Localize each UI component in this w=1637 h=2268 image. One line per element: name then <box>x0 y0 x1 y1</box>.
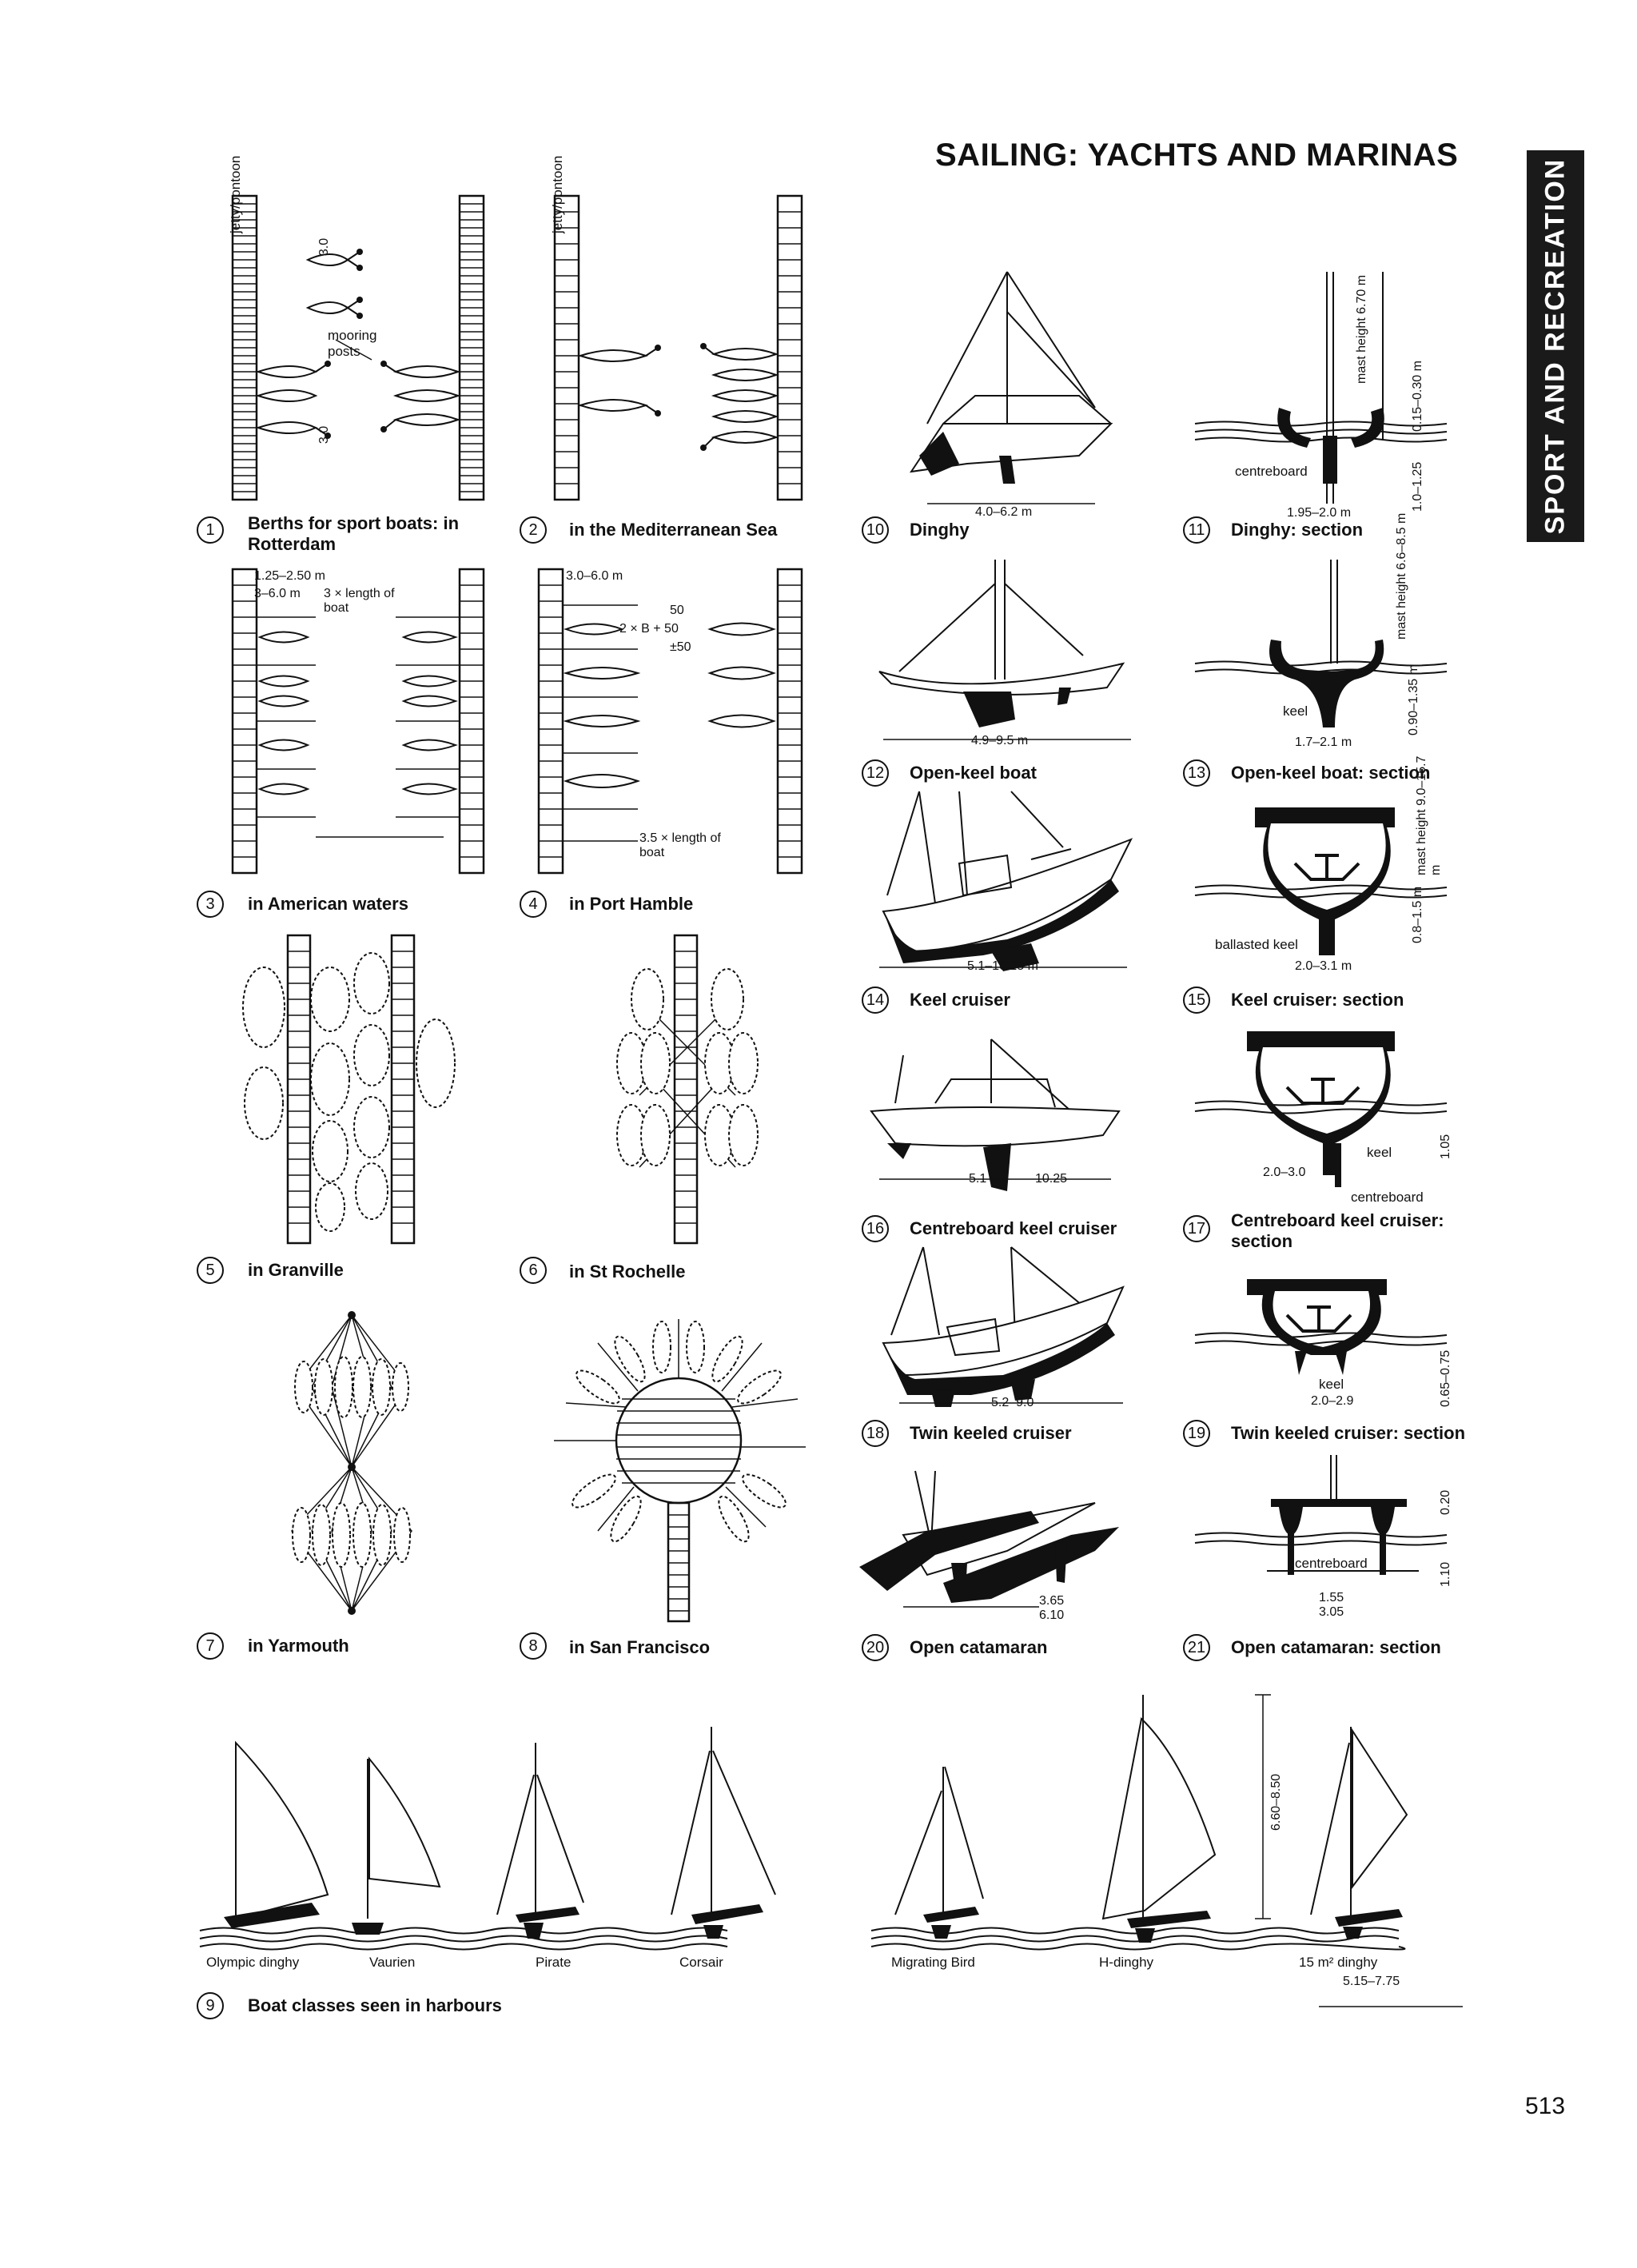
figure-12-drawing <box>875 560 1139 735</box>
figure-caption: Open-keel boat: section <box>1231 763 1431 783</box>
dimension-label: 2 × B + 50 <box>619 622 679 636</box>
figure-number: 10 <box>862 516 889 544</box>
figure-caption: Centreboard keel cruiser: section <box>1231 1210 1444 1251</box>
dimension-label: 5.1–10.25 m <box>967 959 1038 973</box>
dimension-label: 1.05 <box>1439 1134 1452 1159</box>
figure-number: 5 <box>197 1257 224 1284</box>
dimension-label: 3–6.0 m <box>254 587 301 600</box>
figure-caption: Open catamaran: section <box>1231 1637 1441 1657</box>
figure-9-drawing <box>200 1695 1495 1959</box>
section-tab <box>1527 150 1584 542</box>
dimension-label: 2.0–3.1 m <box>1295 959 1352 973</box>
figure-number: 8 <box>520 1632 547 1660</box>
figure-number: 3 <box>197 891 224 918</box>
jetty-label: jetty/pontoon <box>550 155 565 233</box>
dimension-label: 3.0–6.0 m <box>566 569 623 583</box>
figure-17-drawing <box>1191 1023 1455 1207</box>
figure-caption: Boat classes seen in harbours <box>248 1995 502 2015</box>
figure-caption: Centreboard keel cruiser <box>910 1218 1117 1238</box>
figure-number: 11 <box>1183 516 1210 544</box>
dimension-label: 1.55 <box>1319 1591 1344 1604</box>
figure-number: 18 <box>862 1420 889 1447</box>
figure-number: 16 <box>862 1215 889 1242</box>
figure-number: 20 <box>862 1634 889 1661</box>
dimension-label: 0.8–1.5 m <box>1411 886 1424 943</box>
figure-caption: Twin keeled cruiser <box>910 1423 1072 1443</box>
figure-caption: Berths for sport boats: in Rotterdam <box>248 513 460 554</box>
dimension-label: 6.10 <box>1039 1608 1065 1622</box>
dimension-label: 3.0 <box>317 237 332 257</box>
mooring-posts-label: mooring posts <box>328 328 377 359</box>
dimension-label: 3.05 <box>1319 1605 1344 1619</box>
dimension-label: 10.25 <box>1035 1172 1068 1186</box>
figure-caption: Twin keeled cruiser: section <box>1231 1423 1466 1443</box>
boat-class-label: Pirate <box>536 1955 572 1970</box>
dimension-label: 0.90–1.35 m <box>1407 664 1420 735</box>
figure-caption: in San Francisco <box>569 1637 711 1657</box>
figure-number: 13 <box>1183 759 1210 787</box>
figure-number: 6 <box>520 1257 547 1284</box>
boat-class-label: Migrating Bird <box>891 1955 975 1970</box>
boat-class-label: Vaurien <box>369 1955 416 1970</box>
figure-number: 2 <box>520 516 547 544</box>
figure-number: 9 <box>197 1992 224 2019</box>
figure-number: 14 <box>862 987 889 1014</box>
dimension-label: 2.0–3.0 <box>1263 1166 1306 1179</box>
figure-number: 17 <box>1183 1215 1210 1242</box>
dimension-label: 0.65–0.75 <box>1439 1349 1452 1407</box>
dimension-label: 0.20 <box>1439 1489 1452 1515</box>
figure-20-drawing <box>855 1455 1127 1615</box>
dimension-label: 1.25–2.50 m <box>254 569 325 583</box>
figure-caption: Dinghy: section <box>1231 520 1364 540</box>
dimension-label: 3.0 <box>317 425 332 444</box>
dimension-label: mast height 6.6–8.5 m <box>1395 512 1408 640</box>
boat-class-label: H-dinghy <box>1099 1955 1154 1970</box>
boat-class-label: Corsair <box>679 1955 723 1970</box>
centreboard-label: centreboard <box>1295 1556 1368 1571</box>
figure-caption: Open catamaran <box>910 1637 1048 1657</box>
figure-caption: in the Mediterranean Sea <box>569 520 778 540</box>
figure-caption: Dinghy <box>910 520 970 540</box>
figure-16-drawing <box>863 1031 1127 1191</box>
dimension-label: mast height 9.0–15.7 m <box>1415 755 1443 875</box>
dimension-label: 1.7–2.1 m <box>1295 735 1352 749</box>
figure-number: 19 <box>1183 1420 1210 1447</box>
figure-number: 12 <box>862 759 889 787</box>
dimension-label: 5.15–7.75 <box>1343 1975 1400 1988</box>
figure-18-drawing <box>867 1247 1131 1407</box>
figure-caption: Open-keel boat <box>910 763 1037 783</box>
dimension-label: 4.9–9.5 m <box>971 734 1029 747</box>
dimension-label: 5.1 <box>969 1172 987 1186</box>
dimension-label: 4.0–6.2 m <box>975 505 1033 519</box>
keel-label: keel <box>1319 1377 1344 1392</box>
page-title: SAILING: YACHTS AND MARINAS <box>935 138 1459 173</box>
dimension-label: mast height 6.70 m <box>1355 274 1368 384</box>
section-tab-label: SPORT AND RECREATION <box>1539 157 1571 535</box>
dimension-label: ±50 <box>670 640 691 654</box>
centreboard-label: centreboard <box>1235 464 1308 479</box>
dimension-label: 1.95–2.0 m <box>1287 506 1352 520</box>
jetty-label: jetty/pontoon <box>228 155 243 233</box>
dimension-label: 1.10 <box>1439 1561 1452 1587</box>
figure-caption: in St Rochelle <box>569 1262 686 1281</box>
keel-label: keel <box>1367 1145 1392 1160</box>
figure-caption: Keel cruiser: section <box>1231 990 1404 1010</box>
figure-number: 7 <box>197 1632 224 1660</box>
figure-number: 1 <box>197 516 224 544</box>
figure-number: 21 <box>1183 1634 1210 1661</box>
dimension-label: 0.15–0.30 m <box>1411 361 1424 432</box>
boat-class-label: 15 m² dinghy <box>1299 1955 1378 1970</box>
dimension-label: 3.5 × length of boat <box>639 831 721 859</box>
figure-number: 4 <box>520 891 547 918</box>
dimension-label: 2.0–2.9 <box>1311 1394 1354 1408</box>
figure-caption: in Granville <box>248 1260 344 1280</box>
dimension-label: 5.2–9.0 <box>991 1396 1034 1409</box>
figure-6-drawing <box>607 935 767 1247</box>
figure-8-drawing <box>550 1311 814 1623</box>
dimension-label: 1.0–1.25 <box>1411 461 1424 512</box>
figure-2-drawing <box>550 196 814 504</box>
figure-caption: in Yarmouth <box>248 1636 349 1656</box>
figure-caption: in Port Hamble <box>569 894 694 914</box>
page-number: 513 <box>1525 2093 1566 2119</box>
keel-label: keel <box>1283 704 1308 719</box>
figure-7-drawing <box>284 1311 420 1615</box>
dimension-label: 3 × length of boat <box>324 587 395 615</box>
dimension-label: 3.65 <box>1039 1594 1065 1608</box>
boat-class-label: Olympic dinghy <box>206 1955 300 1970</box>
figure-14-drawing <box>871 791 1135 967</box>
centreboard-label: centreboard <box>1351 1190 1424 1205</box>
figure-5-drawing <box>240 935 472 1247</box>
figure-caption: in American waters <box>248 894 408 914</box>
ballasted-keel-label: ballasted keel <box>1215 937 1298 952</box>
figure-number: 15 <box>1183 987 1210 1014</box>
dimension-label: 50 <box>670 604 684 617</box>
dimension-label: 6.60–8.50 <box>1269 1773 1283 1831</box>
figure-caption: Keel cruiser <box>910 990 1010 1010</box>
figure-10-drawing <box>895 264 1127 496</box>
